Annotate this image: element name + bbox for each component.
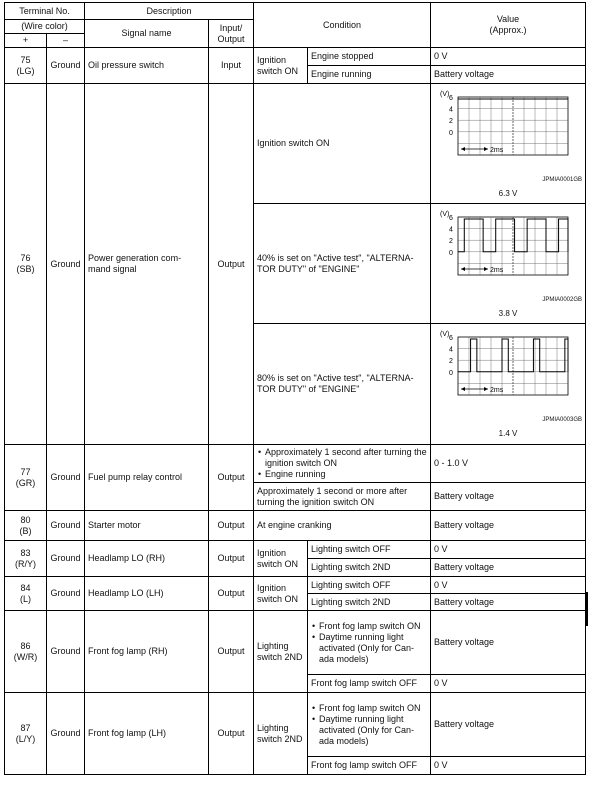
- margin-bar: [586, 592, 588, 626]
- waveform-b: [438, 209, 578, 293]
- val-83-b: Battery voltage: [431, 559, 586, 577]
- axis-tick-label: 2: [449, 237, 453, 245]
- cond-main-84: Ignition switch ON: [254, 577, 308, 611]
- signal-80: Starter motor: [85, 511, 209, 541]
- val-76-c: [431, 324, 586, 445]
- terminal-number: 87: [20, 722, 31, 733]
- axis-tick-label: 6: [449, 214, 453, 222]
- waveform-code: JPMIA0002GB: [542, 296, 583, 303]
- terminal-number: 86: [20, 640, 31, 651]
- io-76: Output: [209, 84, 254, 445]
- cond-bullet: • Front fog lamp switch ON: [319, 703, 427, 714]
- ground-84: Ground: [47, 577, 85, 611]
- axis-tick-label: 0: [449, 129, 453, 137]
- terminal-87: [5, 693, 47, 775]
- axis-tick-label: 6: [449, 335, 453, 342]
- waveform-value: 3.8 V: [498, 308, 518, 318]
- io-87: Output: [209, 693, 254, 775]
- waveform-a: [438, 89, 578, 173]
- axis-unit: (V): [440, 90, 450, 98]
- terminal-76: [5, 84, 47, 445]
- terminal-number: 76: [20, 253, 31, 263]
- time-scale-label: 2ms: [490, 266, 504, 274]
- wire-color: (R/Y): [15, 558, 36, 569]
- signal-76: Power generation com- mand signal: [85, 84, 209, 445]
- axis-tick-label: 4: [449, 106, 453, 114]
- wire-color: (L/Y): [15, 733, 36, 744]
- cond-bullet: • Front fog lamp switch ON: [319, 621, 427, 632]
- cond-86-a: [308, 611, 431, 675]
- cond-bullet: • Approximately 1 second after turning the ignition switch ON: [265, 447, 427, 469]
- val-75-a: 0 V: [431, 48, 586, 66]
- waveform-c: [438, 329, 578, 413]
- header-signal-name: Signal name: [85, 20, 209, 48]
- terminal-80: [5, 511, 47, 541]
- val-87-a: Battery voltage: [431, 693, 586, 757]
- wire-color: (SB): [16, 264, 35, 274]
- ground-77: Ground: [47, 445, 85, 511]
- io-86: Output: [209, 611, 254, 693]
- wire-color: (L): [20, 593, 31, 604]
- cond-75-b: Engine running: [308, 66, 431, 84]
- signal-77: Fuel pump relay control: [85, 445, 209, 511]
- wire-color: (B): [19, 525, 32, 536]
- terminal-75: [5, 48, 47, 84]
- terminal-number: 80: [20, 514, 31, 525]
- cond-87-b: Front fog lamp switch OFF: [308, 757, 431, 775]
- ground-87: Ground: [47, 693, 85, 775]
- cond-bullet: • Daytime running light activated (Only for Can- ada models): [319, 714, 427, 747]
- terminal-number: 84: [20, 582, 31, 593]
- ground-75: Ground: [47, 48, 85, 84]
- terminal-86: [5, 611, 47, 693]
- cond-76-a: Ignition switch ON: [254, 84, 431, 204]
- cond-76-c: 80% is set on "Active test", "ALTERNA- TOR DUTY" of "ENGINE": [254, 324, 431, 445]
- terminal-84: [5, 577, 47, 611]
- axis-tick-label: 6: [449, 94, 453, 102]
- cond-86-b: Front fog lamp switch OFF: [308, 675, 431, 693]
- val-83-a: 0 V: [431, 541, 586, 559]
- time-scale-label: 2ms: [490, 387, 504, 394]
- cond-main-75: Ignition switch ON: [254, 48, 308, 84]
- val-86-a: Battery voltage: [431, 611, 586, 675]
- ground-86: Ground: [47, 611, 85, 693]
- terminal-table: [4, 2, 586, 775]
- cond-83-b: Lighting switch 2ND: [308, 559, 431, 577]
- ground-76: Ground: [47, 84, 85, 445]
- time-scale-label: 2ms: [490, 146, 504, 154]
- val-84-a: 0 V: [431, 577, 586, 594]
- val-76-a: [431, 84, 586, 204]
- wire-color: (LG): [16, 65, 35, 76]
- cond-77-a: [254, 445, 431, 483]
- terminal-number: 75: [20, 54, 31, 65]
- header-plus: +: [5, 34, 47, 48]
- axis-tick-label: 0: [449, 369, 453, 377]
- io-77: Output: [209, 445, 254, 511]
- wire-color: (GR): [15, 477, 36, 488]
- cond-bullet: • Daytime running light activated (Only for Can- ada models): [319, 632, 427, 665]
- io-75: Input: [209, 48, 254, 84]
- io-84: Output: [209, 577, 254, 611]
- axis-tick-label: 2: [449, 117, 453, 125]
- wire-color: (W/R): [13, 651, 38, 662]
- header-condition: Condition: [254, 3, 431, 48]
- terminal-77: [5, 445, 47, 511]
- terminal-number: 83: [20, 547, 31, 558]
- waveform-code: JPMIA0001GB: [542, 176, 583, 183]
- signal-86: Front fog lamp (RH): [85, 611, 209, 693]
- header-minus: –: [47, 34, 85, 48]
- cond-80: At engine cranking: [254, 511, 431, 541]
- axis-tick-label: 2: [449, 358, 453, 366]
- header-input-output: Input/ Output: [209, 20, 254, 48]
- cond-77-b: Approximately 1 second or more after turning the ignition switch ON: [254, 483, 431, 511]
- ground-83: Ground: [47, 541, 85, 577]
- signal-83: Headlamp LO (RH): [85, 541, 209, 577]
- terminal-table-page: [4, 2, 586, 775]
- ground-80: Ground: [47, 511, 85, 541]
- signal-84: Headlamp LO (LH): [85, 577, 209, 611]
- val-87-b: 0 V: [431, 757, 586, 775]
- terminal-83: [5, 541, 47, 577]
- signal-75: Oil pressure switch: [85, 48, 209, 84]
- header-terminal-no: Terminal No.: [19, 5, 70, 16]
- header-terminal: [5, 3, 85, 20]
- cond-main-86: Lighting switch 2ND: [254, 611, 308, 693]
- cond-87-a: [308, 693, 431, 757]
- cond-main-87: Lighting switch 2ND: [254, 693, 308, 775]
- axis-unit: (V): [440, 331, 450, 338]
- val-84-b: Battery voltage: [431, 594, 586, 611]
- cond-84-b: Lighting switch 2ND: [308, 594, 431, 611]
- io-83: Output: [209, 541, 254, 577]
- cond-75-a: Engine stopped: [308, 48, 431, 66]
- val-80: Battery voltage: [431, 511, 586, 541]
- header-value-approx: (Approx.): [489, 25, 527, 35]
- header-value: [431, 3, 586, 48]
- waveform-code: JPMIA0003GB: [542, 417, 583, 423]
- cond-bullet: • Engine running: [265, 469, 427, 480]
- val-86-b: 0 V: [431, 675, 586, 693]
- axis-tick-label: 4: [449, 346, 453, 354]
- axis-tick-label: 0: [449, 249, 453, 257]
- cond-main-83: Ignition switch ON: [254, 541, 308, 577]
- val-76-b: [431, 204, 586, 324]
- cond-83-a: Lighting switch OFF: [308, 541, 431, 559]
- header-value-label: Value: [496, 14, 520, 24]
- cond-84-a: Lighting switch OFF: [308, 577, 431, 594]
- io-80: Output: [209, 511, 254, 541]
- val-75-b: Battery voltage: [431, 66, 586, 84]
- cond-76-b: 40% is set on "Active test", "ALTERNA- TOR DUTY" of "ENGINE": [254, 204, 431, 324]
- axis-unit: (V): [440, 210, 450, 218]
- terminal-number: 77: [20, 466, 31, 477]
- waveform-value: 6.3 V: [498, 188, 518, 198]
- waveform-value: 1.4 V: [498, 429, 518, 438]
- header-wire-color: (Wire color): [5, 20, 85, 34]
- val-77-b: Battery voltage: [431, 483, 586, 511]
- axis-tick-label: 4: [449, 226, 453, 234]
- signal-87: Front fog lamp (LH): [85, 693, 209, 775]
- val-77-a: 0 - 1.0 V: [431, 445, 586, 483]
- header-description: Description: [85, 3, 254, 20]
